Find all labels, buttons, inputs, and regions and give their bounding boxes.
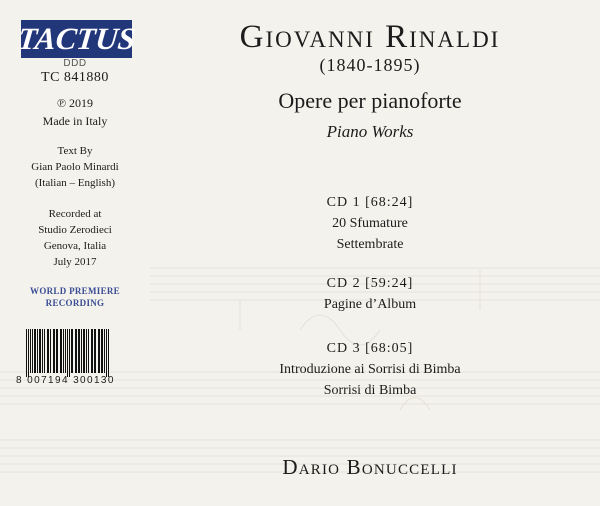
barcode-bar <box>28 329 29 377</box>
made-in: Made in Italy <box>42 114 108 128</box>
cd-2-heading: CD 2 [59:24] <box>326 276 414 291</box>
cd-1-heading: CD 1 [68:24] <box>326 195 414 210</box>
barcode-bar <box>91 329 93 373</box>
barcode-number: 8 007194 300130 <box>16 375 115 386</box>
cd-2-block <box>210 273 530 315</box>
world-premiere-badge <box>0 285 150 309</box>
performer-name: Dario Bonuccelli <box>282 455 458 479</box>
premiere-line-2: RECORDING <box>45 298 105 308</box>
composer-years: (1840-1895) <box>319 55 421 75</box>
barcode-bar <box>83 329 85 373</box>
catalog-number: TC 841880 <box>41 70 109 85</box>
barcode <box>24 325 128 381</box>
logo-text: TACTUS <box>16 21 137 56</box>
barcode-bar <box>104 329 105 373</box>
barcode-bar <box>81 329 82 373</box>
tactus-logo <box>16 20 137 58</box>
barcode-bar <box>69 329 70 377</box>
recorded-city: Genova, Italia <box>43 240 107 252</box>
text-by-languages: (Italian – English) <box>34 177 116 189</box>
barcode-bar <box>94 329 96 373</box>
text-by-author: Gian Paolo Minardi <box>31 161 119 173</box>
barcode-bar <box>75 329 77 373</box>
phonogram-year: ℗ 2019 <box>56 96 94 110</box>
barcode-bar <box>101 329 103 373</box>
barcode-bar <box>106 329 107 377</box>
cd-1-work-1: 20 Sfumature <box>332 216 408 231</box>
cd-3-work-2: Sorrisi di Bimba <box>323 383 417 398</box>
barcode-bar <box>37 329 38 373</box>
barcode-bar <box>60 329 62 373</box>
barcode-bar <box>34 329 36 373</box>
barcode-bar <box>50 329 51 373</box>
cd-2-work-1: Pagine d’Album <box>323 297 417 312</box>
barcode-bar <box>78 329 80 373</box>
barcode-bar <box>47 329 49 373</box>
cd-3-block <box>210 338 530 401</box>
barcode-bar <box>26 329 27 377</box>
barcode-bar <box>108 329 109 377</box>
barcode-bar <box>63 329 64 373</box>
recorded-studio: Studio Zerodieci <box>38 224 112 236</box>
barcode-bar <box>56 329 58 373</box>
label-info-column <box>0 0 150 506</box>
cd-1-block <box>210 192 530 255</box>
barcode-bar <box>30 329 31 373</box>
album-title-italian: Opere per pianoforte <box>278 88 462 113</box>
barcode-bar <box>98 329 100 373</box>
barcode-bar <box>39 329 41 373</box>
text-by-label: Text By <box>57 145 93 157</box>
ddd-code: DDD <box>63 58 87 69</box>
cd-3-heading: CD 3 [68:05] <box>326 341 414 356</box>
barcode-bar <box>88 329 89 373</box>
barcode-bar <box>42 329 43 373</box>
album-title-english: Piano Works <box>326 122 414 141</box>
barcode-bar <box>71 329 73 373</box>
barcode-bar <box>53 329 55 373</box>
barcode-bar <box>67 329 68 377</box>
barcode-bar <box>44 329 45 373</box>
composer-name: Giovanni Rinaldi <box>239 19 501 55</box>
premiere-line-1: WORLD PREMIERE <box>30 286 120 296</box>
barcode-bar <box>32 329 33 373</box>
cd-3-work-1: Introduzione ai Sorrisi di Bimba <box>279 362 461 377</box>
barcode-bar <box>65 329 66 373</box>
cd-1-work-2: Settembrate <box>336 237 404 252</box>
recorded-label: Recorded at <box>48 208 102 220</box>
recorded-date: July 2017 <box>53 256 97 268</box>
barcode-bar <box>86 329 87 373</box>
